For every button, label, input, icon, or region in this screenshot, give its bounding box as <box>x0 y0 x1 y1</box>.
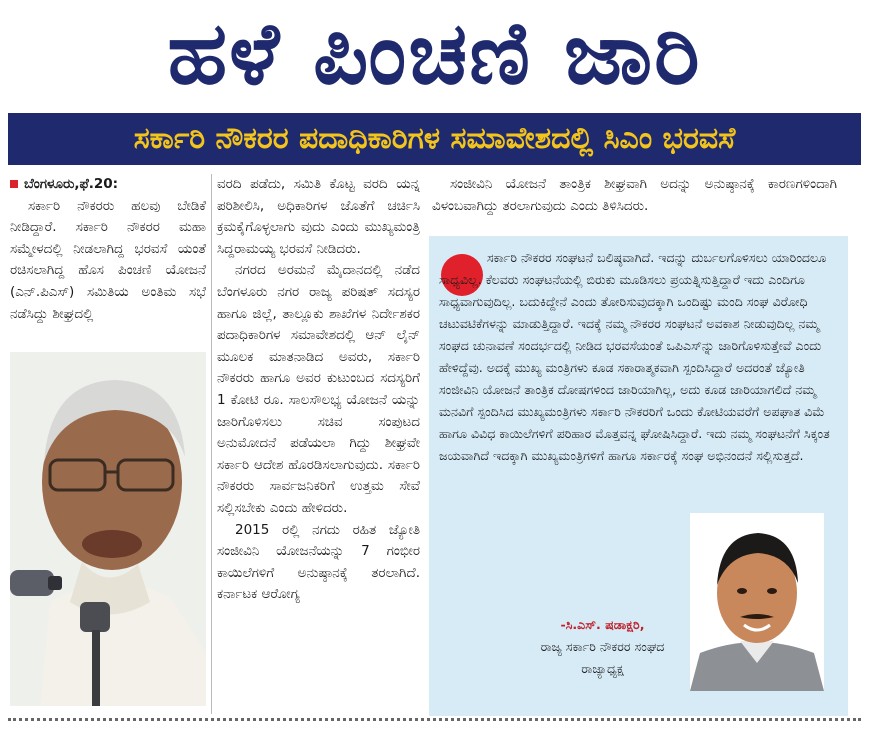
column-2-paragraph-2: ನಗರದ ಅರಮನೆ ಮೈದಾನದಲ್ಲಿ ನಡೆದ ಬೆಂಗಳೂರು ನಗರ ರಾಜ್ಯ ಪರಿಷತ್ ಸದಸ್ಯರ ಹಾಗೂ ಜಿಲ್ಲೆ, ತಾಲ್ಲೂಕು ಶಾಖೆಗಳ ನಿರ್ದೇಶಕರ ಪದಾಧಿಕಾರಿಗಳ ಸಮಾವೇಶದಲ್ಲಿ ಆನ್ ಲೈನ್ ಮೂಲಕ ಮಾತನಾಡಿದ ಅವರು, ಸರ್ಕಾರಿ ನೌಕರರು ಹಾಗೂ ಅವರ ಕುಟುಂಬದ ಸದಸ್ಯರಿಗೆ 1 ಕೋಟಿ ರೂ. ಸಾಲಸೌಲಭ್ಯ ಯೋಜನೆ ಯನ್ನು ಜಾರಿಗೊಳಿಸಲು ಸಚಿವ ಸಂಪುಟದ ಅನುಮೋದನೆ ಪಡೆಯಲಾ ಗಿದ್ದು ಶೀಘ್ರವೇ ಸರ್ಕಾರಿ ಆದೇಶ ಹೊರಡಿಸಲಾಗುವುದು. ಸರ್ಕಾರಿ ನೌಕರರು ಸಾರ್ವಜನಿಕರಿಗೆ ಉತ್ತಮ ಸೇವೆ ಸಲ್ಲಿಸಬೇಕು ಎಂದು ಹೇಳಿದರು. <box>217 262 420 516</box>
article-column-3 <box>432 174 837 217</box>
chief-minister-photo <box>10 352 206 706</box>
column-divider <box>211 174 212 714</box>
column-2-paragraph-3: 2015 ರಲ್ಲಿ ನಗದು ರಹಿತ ಜ್ಯೋತಿ ಸಂಜೀವಿನಿ ಯೋಜನೆಯನ್ನು 7 ಗಂಭೀರ ಕಾಯಿಲೆಗಳಿಗೆ ಅನುಷ್ಠಾನಕ್ಕೆ ತರಲಾಗಿದೆ. ಕರ್ನಾಟಕ ಆರೋಗ್ಯ <box>217 521 420 603</box>
signature-title: ರಾಜ್ಯ ಸರ್ಕಾರಿ ನೌಕರರ ಸಂಘದ ರಾಜ್ಯಾಧ್ಯಕ್ಷ <box>540 639 665 676</box>
quote-text: ಸರ್ಕಾರಿ ನೌಕರರ ಸಂಘಟನೆ ಬಲಿಷ್ಠವಾಗಿದೆ. ಇದನ್ನು ದುರ್ಬಲಗೊಳಿಸಲು ಯಾರಿಂದಲೂ ಸಾಧ್ಯವಿಲ್ಲ. ಕೆಲವರು ಸಂಘಟನೆಯಲ್ಲಿ ಬಿರುಕು ಮೂಡಿಸಲು ಪ್ರಯತ್ನಿಸುತ್ತಿದ್ದಾರೆ ಇದು ಎಂದಿಗೂ ಸಾಧ್ಯವಾಗುವುದಿಲ್ಲ. ಬದುಕಿದ್ದೇನೆ ಎಂದು ತೋರಿಸುವುದಕ್ಕಾಗಿ ಒಂದಿಷ್ಟು ಮಂದಿ ಸಂಘ ವಿರೋಧಿ ಚಟುವಟಿಕೆಗಳನ್ನು ಮಾಡುತ್ತಿದ್ದಾರೆ. ಇದಕ್ಕೆ ನಮ್ಮ ನೌಕರರ ಸಂಘಟನೆ ಅವಕಾಶ ನೀಡುವುದಿಲ್ಲ ನಮ್ಮ ಸಂಘದ ಚುನಾವಣೆ ಸಂದರ್ಭದಲ್ಲಿ ನೀಡಿದ ಭರವಸೆಯಂತೆ ಒಪಿಎಸ್‌ನ್ನು ಜಾರಿಗೊಳಿಸುತ್ತೇವೆ ಎಂದು ಹೇಳಿದ್ದೆವು. ಅದಕ್ಕೆ ಮುಖ್ಯ ಮಂತ್ರಿಗಳು ಕೂಡ ಸಕಾರಾತ್ಮಕವಾಗಿ ಸ್ಪಂದಿಸಿದ್ದಾರೆ ಅದರಂತೆ ಜ್ಯೋತಿ ಸಂಜೀವಿನಿ ಯೋಜನೆ ತಾಂತ್ರಿಕ ದೋಷಗಳಿಂದ ಜಾರಿಯಾಗಿಲ್ಲ, ಅದು ಕೂಡ ಜಾರಿಯಾಗಲಿದೆ ನಮ್ಮ ಮನವಿಗೆ ಸ್ಪಂದಿಸಿದ ಮುಖ್ಯಮಂತ್ರಿಗಳು ಸರ್ಕಾರಿ ನೌಕರರಿಗೆ ಒಂದು ಕೋಟಿಯವರೆಗೆ ಅಪಘಾತ ವಿಮೆ ಹಾಗೂ ವಿವಿಧ ಕಾಯಿಲೆಗಳಿಗೆ ಪರಿಹಾರ ಮೊತ್ತವನ್ನ ಘೋಷಿಸಿದ್ದಾರೆ. ಇದು ನಮ್ಮ ಸಂಘಟನೆಗೆ ಸಿಕ್ಕಂತ ಜಯವಾಗಿದೆ ಇದಕ್ಕಾಗಿ ಮುಖ್ಯಮಂತ್ರಿಗಳಿಗೆ ಹಾಗೂ ಸರ್ಕಾರಕ್ಕೆ ಸಂಘ ಅಭಿನಂದನೆ ಸಲ್ಲಿಸುತ್ತದೆ. <box>439 250 830 463</box>
dateline-line <box>10 174 206 196</box>
quote-signature <box>520 614 685 680</box>
headline: ಹಳೆ ಪಿಂಚಣಿ ಜಾರಿ <box>167 4 702 104</box>
bullet-icon <box>10 180 18 188</box>
portrait-image <box>690 513 824 691</box>
union-president-photo <box>690 513 824 691</box>
subheadline: ಸರ್ಕಾರಿ ನೌಕರರ ಪದಾಧಿಕಾರಿಗಳ ಸಮಾವೇಶದಲ್ಲಿ ಸಿಎಂ ಭರವಸೆ <box>133 121 736 156</box>
article-column-2 <box>217 174 420 606</box>
page-bottom-rule <box>8 718 861 721</box>
portrait-image <box>10 352 206 706</box>
signature-name: -ಸಿ.ಎಸ್. ಷಡಾಕ್ಷರಿ, <box>560 617 645 632</box>
dateline: ಬೆಂಗಳೂರು,ಫೆ.20: <box>24 176 119 192</box>
column-1-text: ಸರ್ಕಾರಿ ನೌಕರರು ಹಲವು ಬೇಡಿಕೆ ನೀಡಿದ್ದಾರೆ. ಸರ್ಕಾರಿ ನೌಕರರ ಮಹಾ ಸಮ್ಮೇಳದಲ್ಲಿ ನೀಡಲಾಗಿದ್ದ ಭರವಸೆ ಯಂತೆ ರಚಿಸಲಾಗಿದ್ದ ಹೊಸ ಪಿಂಚಣಿ ಯೋಜನೆ (ಎನ್.ಪಿಎಸ್) ಸಮಿತಿಯ ಅಂತಿಮ ಸಭೆ ನಡೆಸಿದ್ದು ಶೀಘ್ರದಲ್ಲಿ <box>10 197 206 322</box>
quote-text-block <box>439 247 841 467</box>
column-2-paragraph-1: ವರದಿ ಪಡೆದು, ಸಮಿತಿ ಕೊಟ್ಟ ವರದಿ ಯನ್ನ ಪರಿಶೀಲಿಸಿ, ಅಧಿಕಾರಿಗಳ ಜೊತೆಗೆ ಚರ್ಚಿಸಿ ಕ್ರಮಕೈಗೊಳ್ಳಲಾಗು ವುದು ಎಂದು ಮುಖ್ಯಮಂತ್ರಿ ಸಿದ್ದರಾಮಯ್ಯ ಭರವಸೆ ನೀಡಿದರು. <box>217 176 420 257</box>
article-column-1 <box>10 174 206 325</box>
subheadline-bar <box>8 113 861 165</box>
column-3-text: ಸಂಜೀವಿನಿ ಯೋಜನೆ ತಾಂತ್ರಿಕ ಶೀಘ್ರವಾಗಿ ಅದನ್ನು ಅನುಷ್ಠಾನಕ್ಕೆ ಕಾರಣಗಳಿಂದಾಗಿ ವಿಳಂಬವಾಗಿದ್ದು ತರಲಾಗುವುದು ಎಂದು ತಿಳಿಸಿದರು. <box>432 176 837 214</box>
